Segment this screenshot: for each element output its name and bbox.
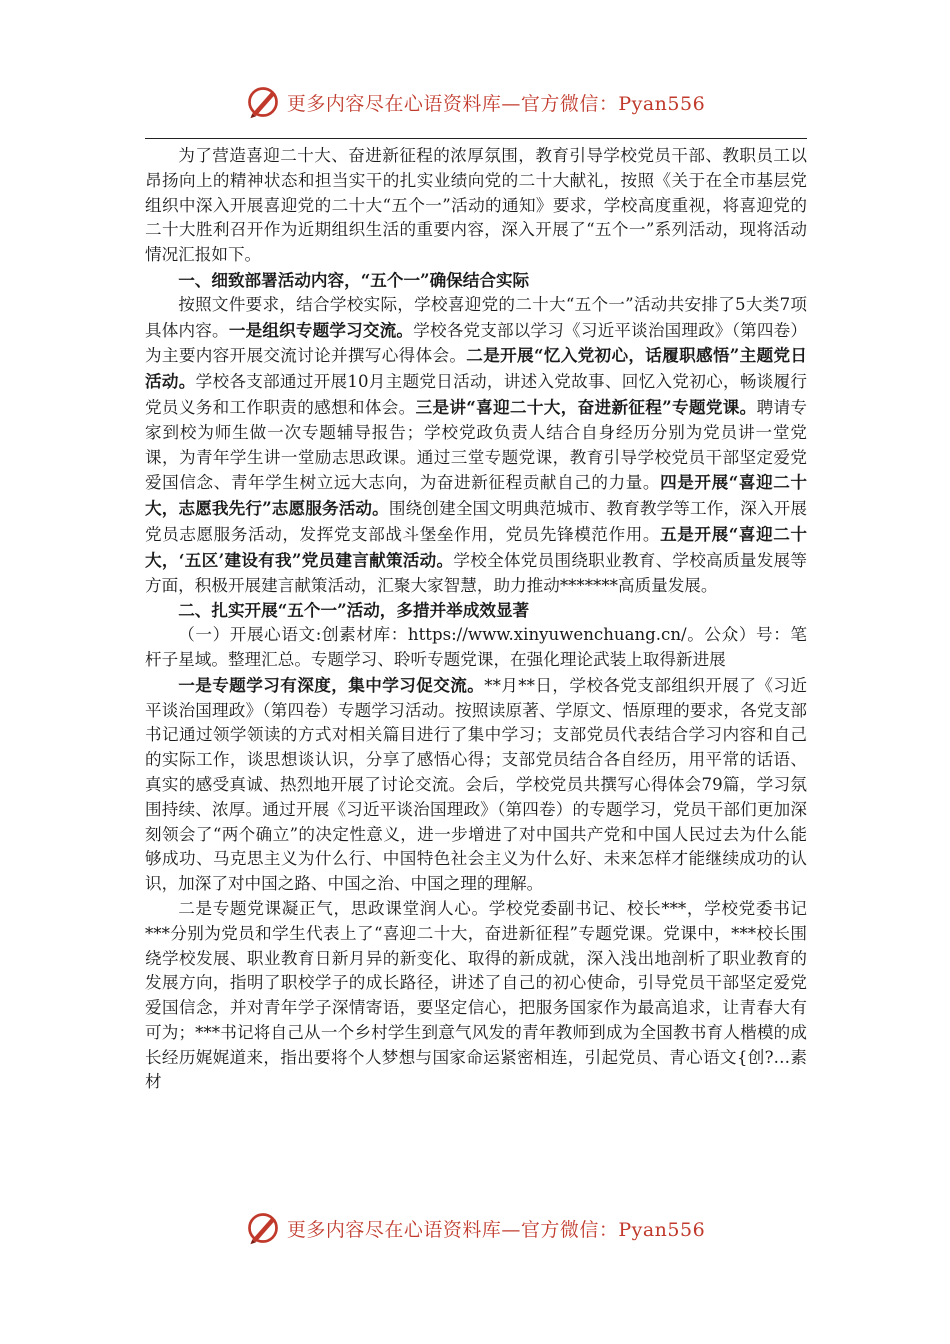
footer-banner[interactable] (0, 1208, 950, 1248)
document-body (145, 144, 807, 1095)
intro-paragraph: 为了营造喜迎二十大、奋进新征程的浓厚氛围，教育引导学校党员干部、教职员工以昂扬向上的精神状态和担当实干的扎实业绩向党的二十大献礼，按照《关于在全市基层党组织中深入开展喜迎党的二十大“五个一”活动的通知》要求，学校高度重视，将喜迎党的二十大胜利召开作为近期组织生活的重要内容，深入开展了“五个一”系列活动，现将活动情况汇报如下。 (145, 146, 807, 265)
section-1-paragraph: 按照文件要求，结合学校实际，学校喜迎党的二十大“五个一”活动共安排了5大类7项具体内容。一是组织专题学习交流。学校各党支部以学习《习近平谈治国理政》（第四卷）为主要内容开展交流讨论并撰写心得体会。二是开展“忆入党初心，话履职感悟”主题党日活动。学校各支部通过开展10月主题党日活动，讲述入党故事、回忆入党初心，畅谈履行党员义务和工作职责的感想和体会。三是讲“喜迎二十大，奋进新征程”专题党课。聘请专家到校为师生做一次专题辅导报告；学校党政负责人结合自身经历分别为党员讲一堂党课，为青年学生讲一堂励志思政课。通过三堂专题党课，教育引导学校党员干部坚定爱党爱国信念、青年学生树立远大志向，为奋进新征程贡献自己的力量。四是开展“喜迎二十大，志愿我先行”志愿服务活动。围绕创建全国文明典范城市、教育教学等工作，深入开展党员志愿服务活动，发挥党支部战斗堡垒作用，党员先锋模范作用。五是开展“喜迎二十大，‘五区’建设有我”党员建言献策活动。学校全体党员围绕职业教育、学校高质量发展等方面，积极开展建言献策活动，汇聚大家智慧，助力推动*******高质量发展。 (145, 294, 808, 595)
header-banner[interactable] (0, 82, 950, 122)
subsection-heading-1: （一）开展心语文:创素材库：https://www.xinyuwenchuang.cn/。公众）号：笔杆子星域。整理汇总。专题学习、聆听专题党课，在强化理论武装上取得新进展 (145, 625, 807, 669)
banner-text: 更多内容尽在心语资料库—官方微信：Pyan556 (286, 1218, 706, 1241)
wechat-id: Pyan556 (618, 92, 706, 115)
banner-text: 更多内容尽在心语资料库—官方微信：Pyan556 (286, 92, 706, 115)
wechat-id: Pyan556 (618, 1218, 706, 1241)
section-heading-2: 二、扎实开展“五个一”活动，多措并举成效显著 (178, 600, 530, 621)
study-paragraph: 一是专题学习有深度，集中学习促交流。**月**日，学校各党支部组织开展了《习近平谈治国理政》（第四卷）专题学习活动。按照读原著、学原文、悟原理的要求，各党支部书记通过领学领读的方式对相关篇目进行了集中学习；支部党员代表结合学习内容和自己的实际工作，谈思想谈认识，分享了感悟心得；支部党员结合各自经历，用平常的话语、真实的感受真诚、热烈地开展了讨论交流。会后，学校党员共撰写心得体会79篇，学习氛围持续、浓厚。通过开展《习近平谈治国理政》（第四卷）的专题学习，党员干部们更加深刻领会了“两个确立”的决定性意义，进一步增进了对中国共产党和中国人民过去为什么能够成功、马克思主义为什么行、中国特色社会主义为什么好、未来怎样才能继续成功的认识，加深了对中国之路、中国之治、中国之理的理解。 (145, 674, 807, 894)
section-heading-1: 一、细致部署活动内容，“五个一”确保结合实际 (178, 269, 530, 290)
party-lecture-paragraph: 二是专题党课凝正气，思政课堂润人心。学校党委副书记、校长***，学校党委书记***分别为党员和学生代表上了“喜迎二十大，奋进新征程”专题党课。党课中，***校长围绕学校发展、职业教育日新月异的新变化、取得的新成就，深入浅出地剖析了职业教育的发展方向，指明了职校学子的成长路径，讲述了自己的初心使命，引导党员干部坚定爱党爱国信念，并对青年学子深情寄语，要坚定信心，把服务国家作为最高追求，让青春大有可为；***书记将自己从一个乡村学生到意气风发的青年教师到成为全国教书育人楷模的成长经历娓娓道来，指出要将个人梦想与国家命运紧密相连，引起党员、青心语文{创?…素材 (145, 898, 807, 1092)
header-divider (145, 138, 807, 139)
pen-circle-logo-icon (245, 84, 281, 120)
pen-circle-logo-icon (245, 1210, 281, 1246)
